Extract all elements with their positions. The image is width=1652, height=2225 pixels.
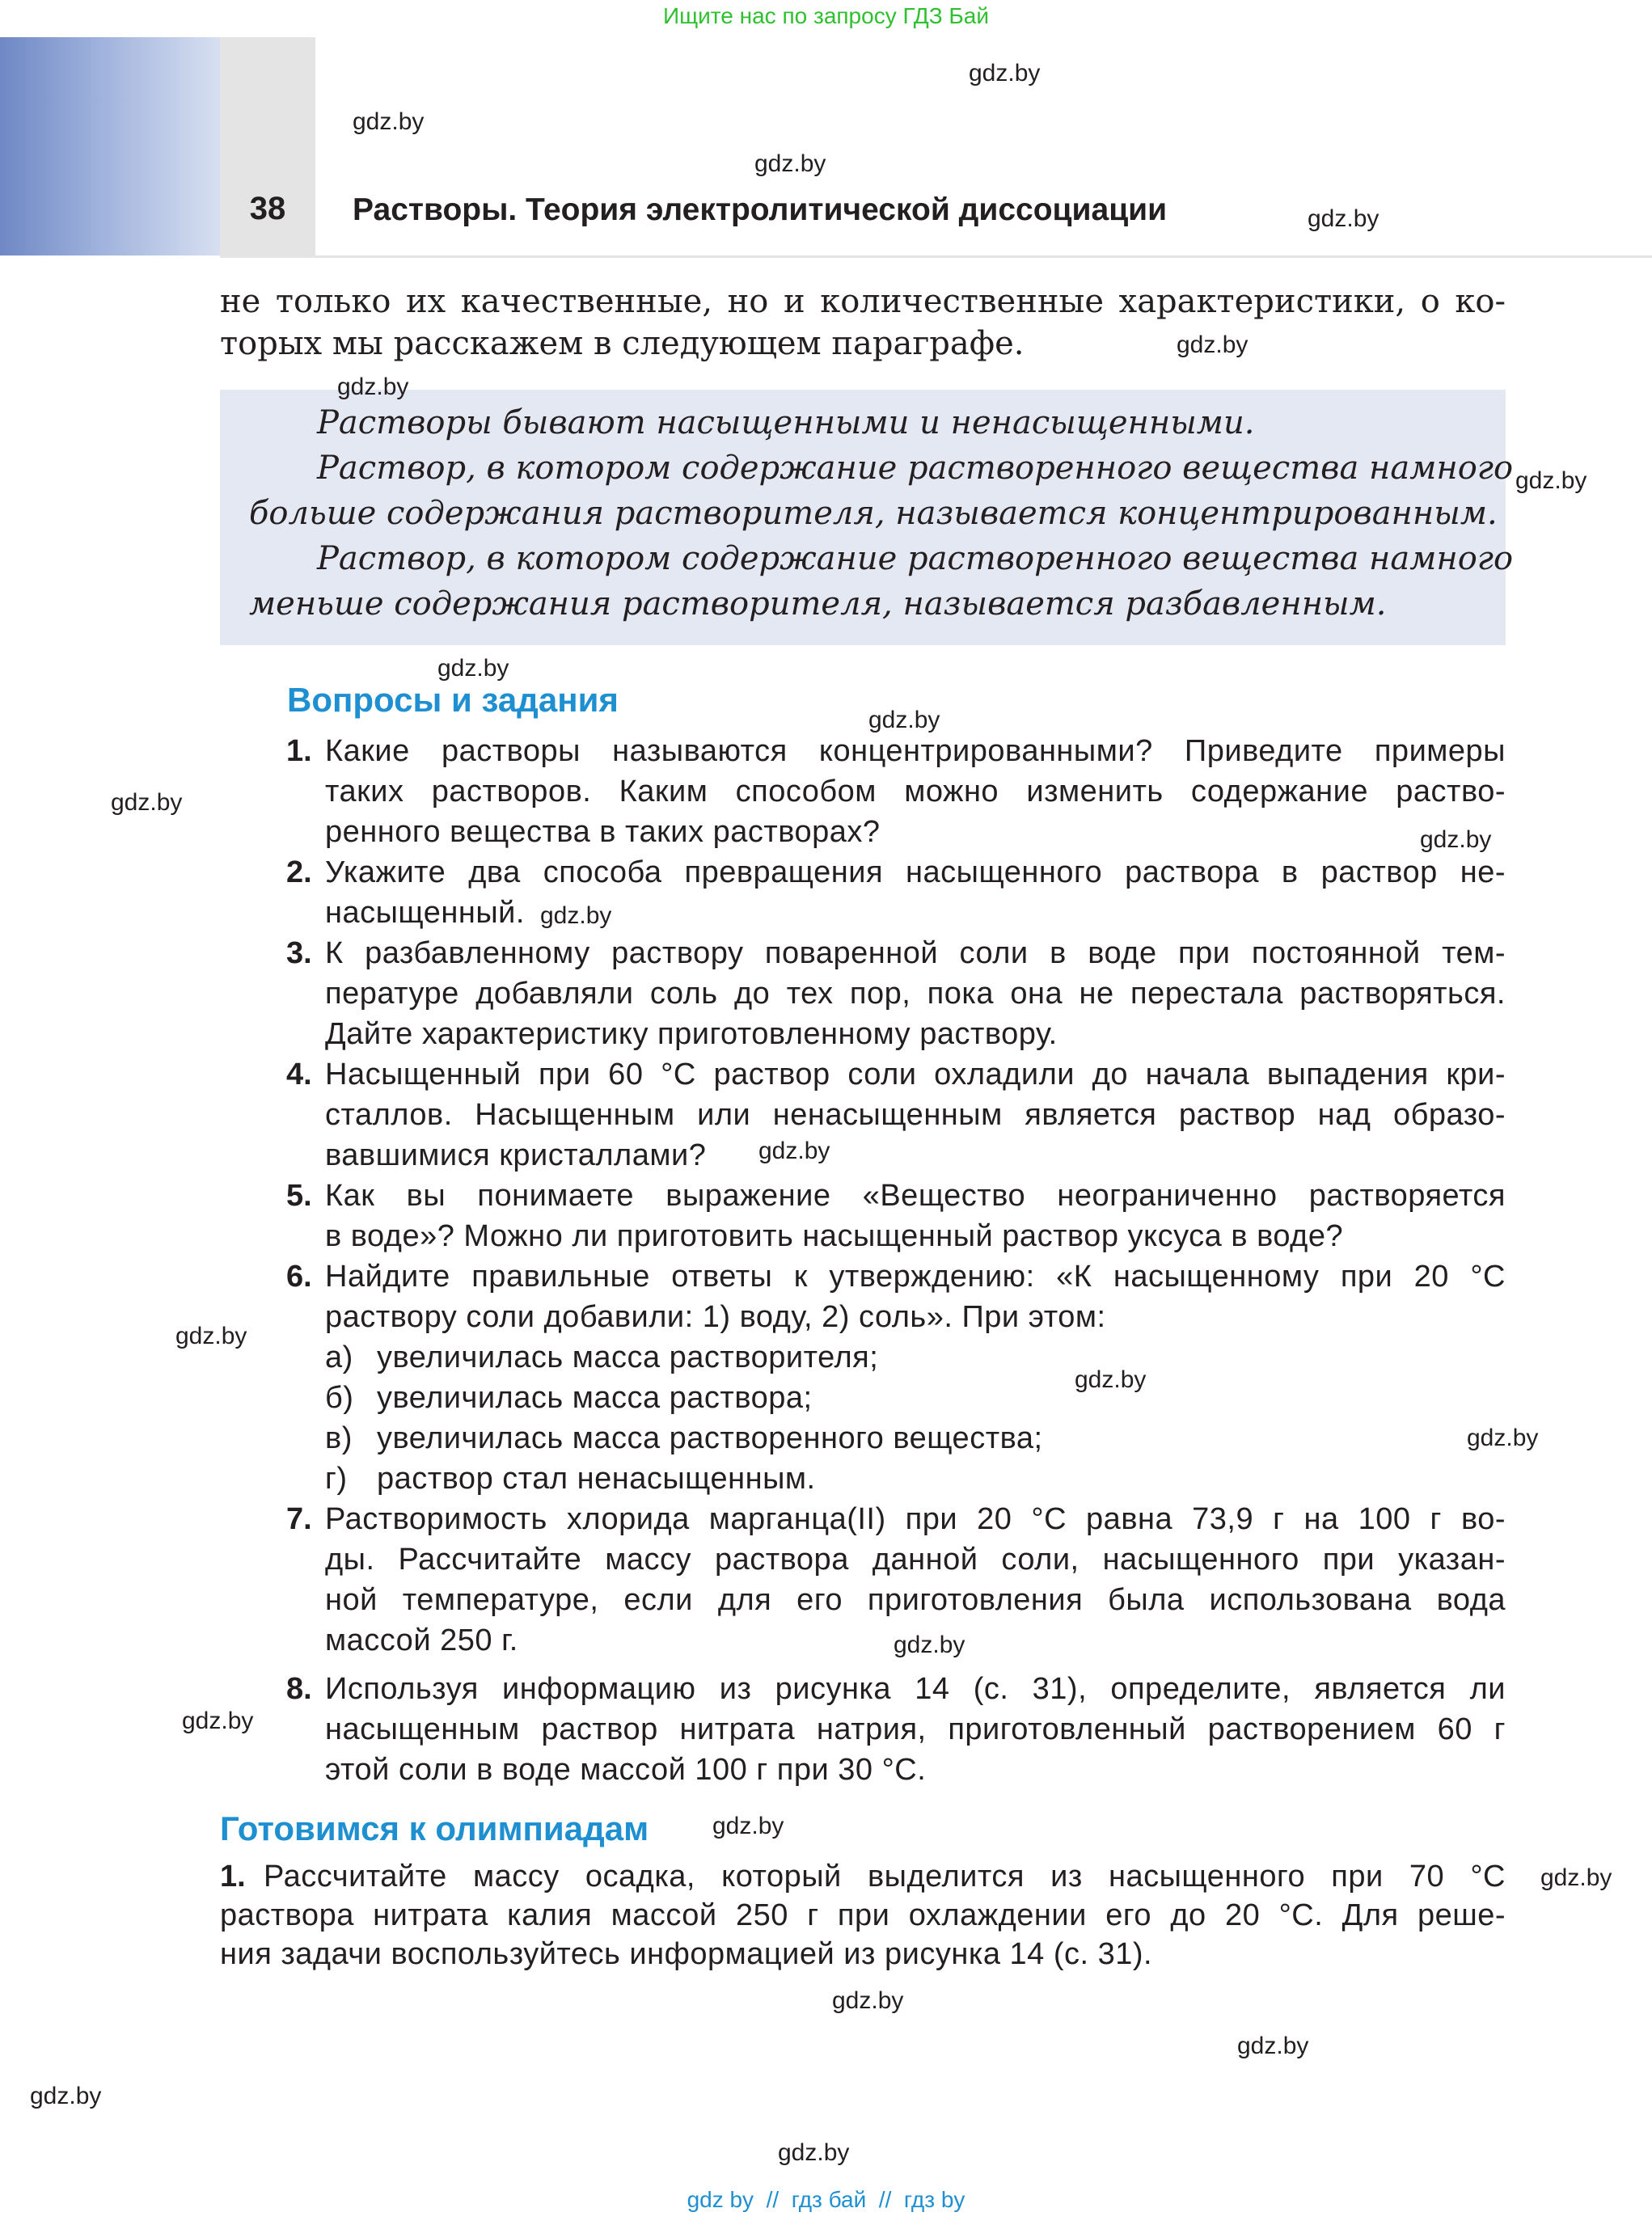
- header-gradient-band: [0, 37, 220, 255]
- question-line: Растворимость хлорида марганца(II) при 20 °С равна 73,9 г на 100 г во-: [325, 1502, 1506, 1536]
- question-line: пературе добавляли соль до тех пор, пока она не перестала растворяться.: [325, 977, 1506, 1011]
- watermark: gdz.by: [1177, 331, 1249, 358]
- intro-line: торых мы расскажем в следующем параграфе.: [220, 325, 1025, 362]
- intro-line: не только их качественные, но и количественные характеристики, о ко-: [220, 283, 1506, 320]
- question-number: 8.: [286, 1672, 312, 1706]
- question-number: 1.: [286, 734, 312, 768]
- question-line: раствору соли добавили: 1) воду, 2) соль». При этом:: [325, 1300, 1106, 1334]
- question-line: ды. Рассчитайте массу раствора данной соли, насыщенного при указан-: [325, 1543, 1506, 1577]
- watermark: gdz.by: [30, 2083, 102, 2109]
- question-number: 7.: [286, 1502, 312, 1536]
- olympiad-line: раствора нитрата калия массой 250 г при охлаждении его до 20 °С. Для реше-: [220, 1898, 1506, 1932]
- definition-line: больше содержания растворителя, называется концентрированным.: [249, 495, 1498, 532]
- watermark: gdz.by: [111, 789, 183, 816]
- watermark: gdz.by: [1467, 1425, 1539, 1451]
- watermark: gdz.by: [778, 2139, 850, 2166]
- watermark: gdz.by: [337, 374, 409, 400]
- question-number: 6.: [286, 1260, 312, 1294]
- question-line: насыщенным раствор нитрата натрия, приготовленный растворением 60 г: [325, 1712, 1506, 1746]
- olympiad-line: Рассчитайте массу осадка, который выделится из насыщенного при 70 °С: [264, 1860, 1506, 1894]
- olympiad-number: 1.: [220, 1860, 246, 1894]
- option-letter: г): [325, 1462, 348, 1496]
- question-line: Насыщенный при 60 °С раствор соли охладили до начала выпадения кри-: [325, 1058, 1506, 1091]
- option-text: увеличилась масса растворителя;: [377, 1340, 879, 1374]
- question-line: ной температуре, если для его приготовления была использована вода: [325, 1583, 1506, 1617]
- watermark: gdz.by: [540, 902, 612, 929]
- question-number: 2.: [286, 855, 312, 889]
- header-divider: [220, 255, 1652, 258]
- question-number: 3.: [286, 936, 312, 970]
- watermark: gdz.by: [1515, 467, 1587, 494]
- watermark: gdz.by: [437, 655, 509, 682]
- olympiad-line: ния задачи воспользуйтесь информацией из рисунка 14 (с. 31).: [220, 1937, 1153, 1971]
- question-line: таких растворов. Каким способом можно изменить содержание раство-: [325, 775, 1506, 809]
- question-line: массой 250 г.: [325, 1623, 518, 1657]
- bottom-links[interactable]: gdz by // гдз бай // гдз by: [687, 2187, 965, 2212]
- definition-line: Раствор, в котором содержание растворенного вещества намного: [317, 450, 1514, 487]
- watermark: gdz.by: [712, 1813, 784, 1839]
- top-banner[interactable]: Ищите нас по запросу ГДЗ Бай: [662, 3, 990, 28]
- option-letter: в): [325, 1421, 353, 1455]
- option-letter: а): [325, 1340, 353, 1374]
- page-number: 38: [249, 191, 286, 226]
- watermark: gdz.by: [969, 60, 1041, 87]
- watermark: gdz.by: [1540, 1864, 1612, 1891]
- chapter-title: Растворы. Теория электролитической диссоциации: [353, 192, 1168, 227]
- watermark: gdz.by: [175, 1323, 247, 1349]
- watermark: gdz.by: [1075, 1366, 1147, 1393]
- questions-title: Вопросы и задания: [287, 681, 619, 719]
- question-line: сталлов. Насыщенным или ненасыщенным является раствор над образо-: [325, 1098, 1506, 1132]
- watermark: gdz.by: [832, 1987, 904, 2014]
- watermark: gdz.by: [353, 108, 425, 135]
- question-number: 5.: [286, 1179, 312, 1213]
- option-letter: б): [325, 1381, 354, 1415]
- question-line: в воде»? Можно ли приготовить насыщенный раствор уксуса в воде?: [325, 1219, 1344, 1253]
- watermark: gdz.by: [868, 707, 940, 733]
- question-line: ренного вещества в таких растворах?: [325, 815, 881, 849]
- question-line: Как вы понимаете выражение «Вещество неограниченно растворяется: [325, 1179, 1506, 1213]
- question-number: 4.: [286, 1058, 312, 1091]
- watermark: gdz.by: [894, 1632, 965, 1658]
- question-line: Укажите два способа превращения насыщенного раствора в раствор не-: [325, 855, 1506, 889]
- option-text: раствор стал ненасыщенным.: [377, 1462, 816, 1496]
- definition-line: меньше содержания растворителя, называется разбавленным.: [249, 585, 1387, 623]
- question-line: вавшимися кристаллами?: [325, 1138, 707, 1172]
- watermark: gdz.by: [758, 1138, 830, 1164]
- question-line: Используя информацию из рисунка 14 (с. 31), определите, является ли: [325, 1672, 1506, 1706]
- watermark: gdz.by: [1420, 826, 1492, 853]
- watermark: gdz.by: [754, 150, 826, 177]
- option-text: увеличилась масса раствора;: [377, 1381, 813, 1415]
- question-line: насыщенный.: [325, 896, 525, 930]
- watermark: gdz.by: [182, 1708, 254, 1734]
- watermark: gdz.by: [1237, 2033, 1309, 2059]
- question-line: К разбавленному раствору поваренной соли в воде при постоянной тем-: [325, 936, 1506, 970]
- question-line: Какие растворы называются концентрированными? Приведите примеры: [325, 734, 1506, 768]
- option-text: увеличилась масса растворенного вещества;: [377, 1421, 1043, 1455]
- definition-line: Раствор, в котором содержание растворенного вещества намного: [317, 540, 1514, 577]
- definition-line: Растворы бывают насыщенными и ненасыщенными.: [317, 404, 1255, 441]
- question-line: Найдите правильные ответы к утверждению: «К насыщенному при 20 °С: [325, 1260, 1506, 1294]
- question-line: этой соли в воде массой 100 г при 30 °С.: [325, 1753, 927, 1787]
- question-line: Дайте характеристику приготовленному раствору.: [325, 1017, 1058, 1051]
- olympiad-title: Готовимся к олимпиадам: [220, 1809, 649, 1847]
- watermark: gdz.by: [1308, 205, 1379, 232]
